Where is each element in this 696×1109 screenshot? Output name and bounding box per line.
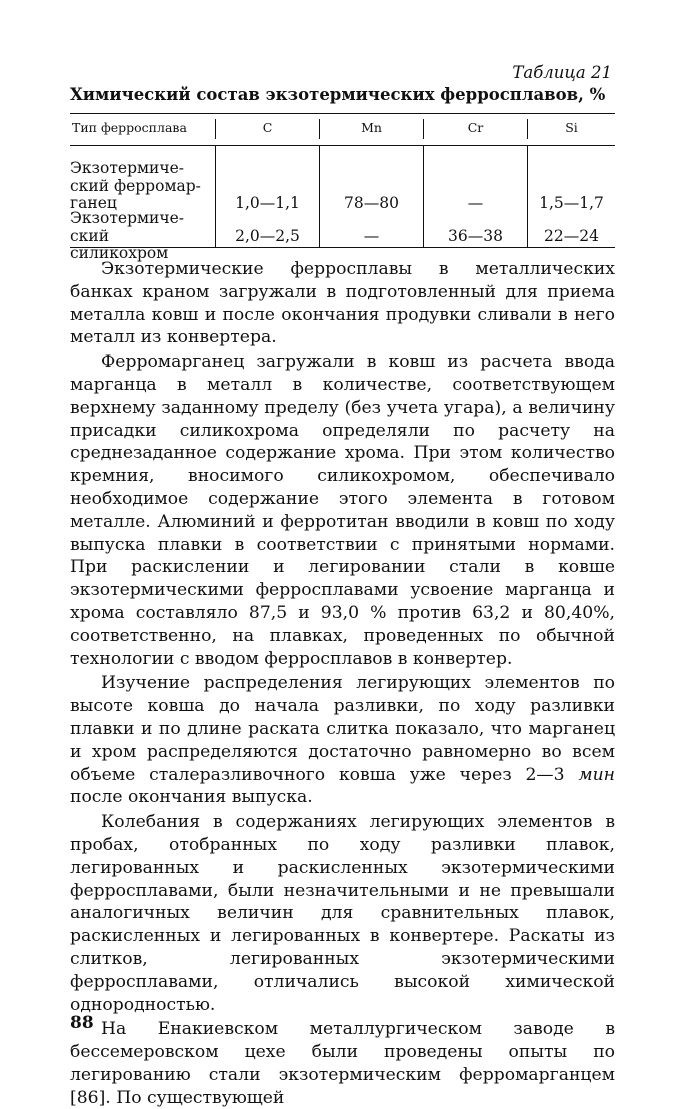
row-name-ferromanganese: Экзотермиче-ский ферромар-ганец xyxy=(70,159,201,212)
header-c: C xyxy=(262,120,273,135)
unit-min: мин xyxy=(578,764,615,785)
table-header-rule xyxy=(70,145,615,146)
table-top-rule xyxy=(70,113,615,114)
cell-c: 1,0—1,1 xyxy=(235,194,300,212)
paragraph: Экзотермические ферросплавы в металлических банках краном загружали в подготовленный для приема металла ковш и после окончания продувки сливали в него металл из конвертера. xyxy=(70,259,615,348)
paragraph-text: после окончания выпуска. xyxy=(70,787,313,808)
header-si: Si xyxy=(565,120,578,135)
body-text xyxy=(70,258,615,1109)
page-number: 88 xyxy=(70,1013,94,1033)
cell-mn: 78—80 xyxy=(344,194,399,212)
header-type: Тип ферросплава xyxy=(72,120,187,135)
composition-table xyxy=(70,113,615,262)
header-cr: Cr xyxy=(467,120,484,135)
row-name-silicochrome: Экзотермиче-ский силикохром xyxy=(70,209,185,262)
table-label: Таблица 21 xyxy=(512,63,612,82)
header-mn: Mn xyxy=(361,120,382,135)
cell-cr: — xyxy=(467,194,484,212)
cell-si: 1,5—1,7 xyxy=(539,194,604,212)
cell-mn: — xyxy=(363,227,380,245)
cell-cr: 36—38 xyxy=(448,227,503,245)
paragraph-text: Изучение распределения легирующих элементов по высоте ковша до начала разливки, по ходу разливки плавки и по длине раската слитка показало, что марганец и хром распределяются достаточно равномерно во всем объеме сталеразливочного ковша уже через 2—3 xyxy=(70,673,615,785)
paragraph: На Енакиевском металлургическом заводе в бессемеровском цехе были проведены опыты по легированию стали экзотермическим ферромарганцем [86]. По существующей xyxy=(70,1019,615,1108)
cell-si: 22—24 xyxy=(544,227,599,245)
paragraph xyxy=(70,672,615,809)
table-title: Химический состав экзотермических ферросплавов, % xyxy=(70,85,606,104)
paragraph: Ферромарганец загружали в ковш из расчета ввода марганца в металл в количестве, соответствующем верхнему заданному пределу (без учета угара), а величину присадки силикохрома определяли по расчету на среднезаданное содержание хрома. При этом количество кремния, вносимого силикохромом, обеспечивало необходимое содержание этого элемента в готовом металле. Алюминий и ферротитан вводили в ковш по ходу выпуска плавки в соответствии с принятыми нормами. При раскислении и легировании стали в ковше экзотермическими ферросплавами усвоение марганца и хрома составляло 87,5 и 93,0 % против 63,2 и 80,40%, соответственно, на плавках, проведенных по обычной технологии с вводом ферросплавов в конвертер. xyxy=(70,352,615,669)
paragraph: Колебания в содержаниях легирующих элементов в пробах, отобранных по ходу разливки плавок, легированных и раскисленных экзотермическими ферросплавами, были незначительными и не превышали аналогичных величин для сравнительных плавок, раскисленных и легированных в конвертере. Раскаты из слитков, легированных экзотермическими ферросплавами, отличались высокой химической однородностью. xyxy=(70,812,615,1015)
cell-c: 2,0—2,5 xyxy=(235,227,300,245)
